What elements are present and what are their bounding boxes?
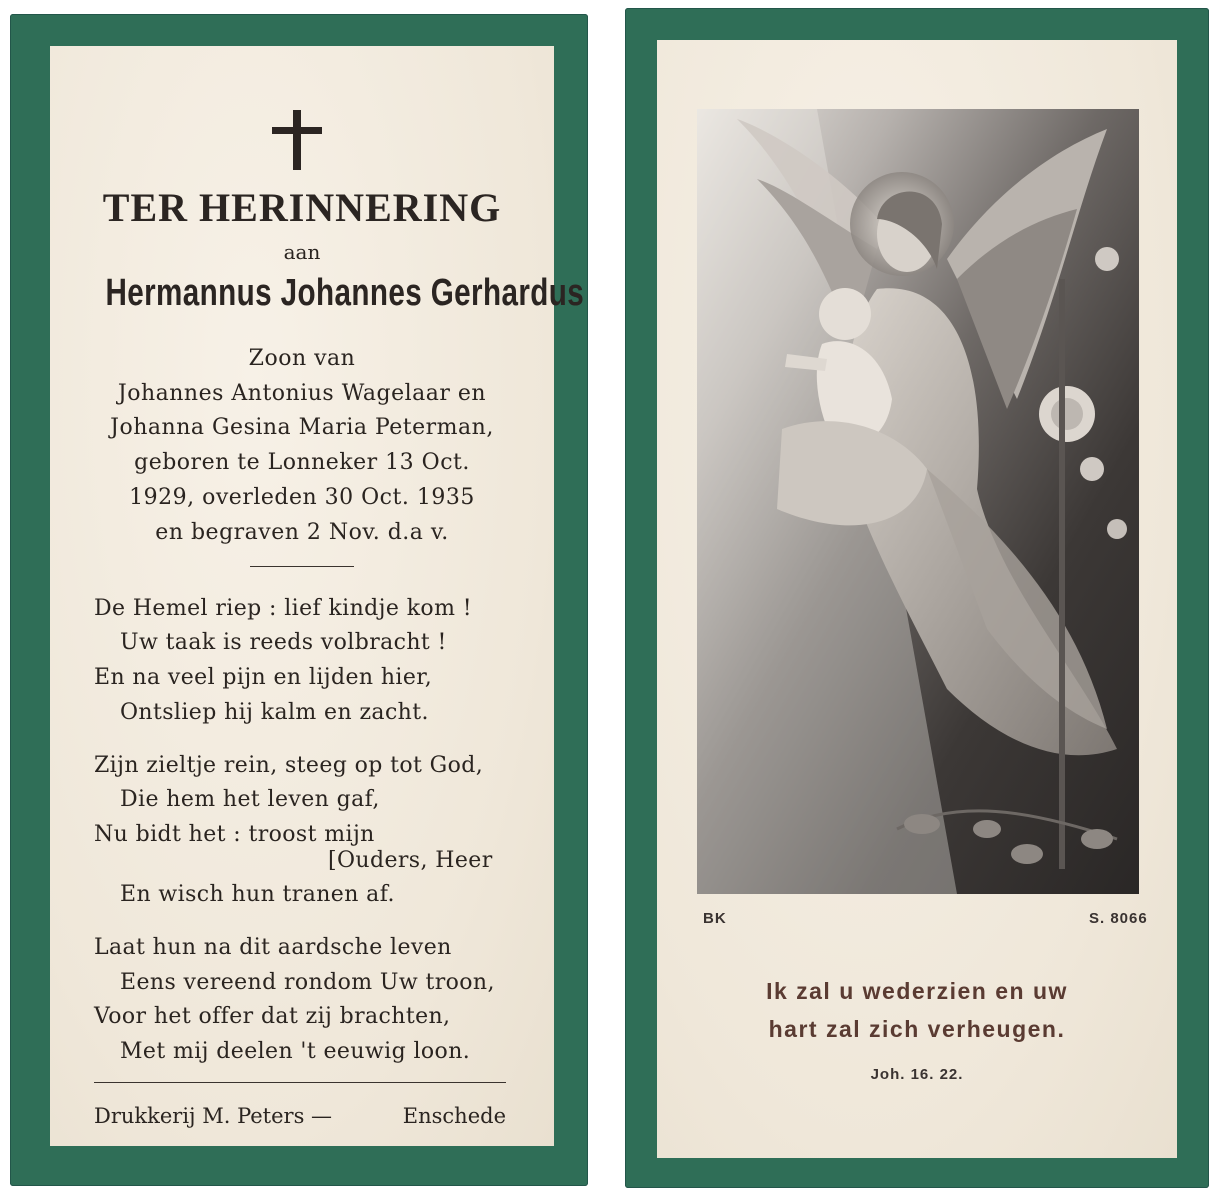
bio-line: 1929, overleden 30 Oct. 1935 [129,485,475,510]
poem-line: En wisch hun tranen af. [120,882,395,907]
poem-line: Ontsliep hij kalm en zacht. [120,700,429,725]
scripture-verse-line: Ik zal u wederzien en uw [766,978,1068,1004]
bio-line: Zoon van [248,346,356,371]
card-title: TER HERINNERING [102,185,502,230]
poem-line: Zijn zieltje rein, steeg op tot God, [94,753,484,778]
poem-line: Laat hun na dit aardsche leven [94,935,452,960]
poem-line: Die hem het leven gaf, [120,787,380,812]
dedication-word: aan [283,240,321,264]
divider [250,566,354,567]
poem-line: Met mij deelen 't eeuwig loon. [120,1039,471,1064]
divider [94,1082,506,1083]
printer-city: Enschede [402,1104,506,1128]
poem-line: Nu bidt het : troost mijn [94,822,375,847]
cross-icon [272,110,322,170]
scripture-verse-line: hart zal zich verheugen. [768,1016,1066,1042]
poem-line: Eens vereend rondom Uw troon, [120,970,495,995]
poem-line: Voor het offer dat zij brachten, [94,1004,451,1029]
bio-line: en begraven 2 Nov. d.a v. [155,520,449,545]
catalog-number: S. 8066 [1089,910,1148,927]
publisher-mark: BK [703,910,727,927]
memorial-card-back [625,8,1209,1188]
printer-credit [94,1104,506,1128]
scripture-reference: Joh. 16. 22. [870,1066,964,1083]
bio-line: geboren te Lonneker 13 Oct. [134,450,470,475]
memorial-card-front [10,14,588,1186]
bio-line: Johannes Antonius Wagelaar en [117,381,487,406]
printer-name: Drukkerij M. Peters — [94,1104,333,1128]
poem-line: Uw taak is reeds volbracht ! [120,630,447,655]
angel-with-child-illustration [697,109,1139,894]
poem-line: En na veel pijn en lijden hier, [94,665,433,690]
card-paper [657,40,1177,1158]
poem-line: [Ouders, Heer [328,848,493,873]
card-paper [50,46,585,1146]
deceased-name: Hermannus Johannes Gerhardus [105,272,585,314]
bio-line: Johanna Gesina Maria Peterman, [110,415,494,440]
poem-line: De Hemel riep : lief kindje kom ! [94,596,472,621]
